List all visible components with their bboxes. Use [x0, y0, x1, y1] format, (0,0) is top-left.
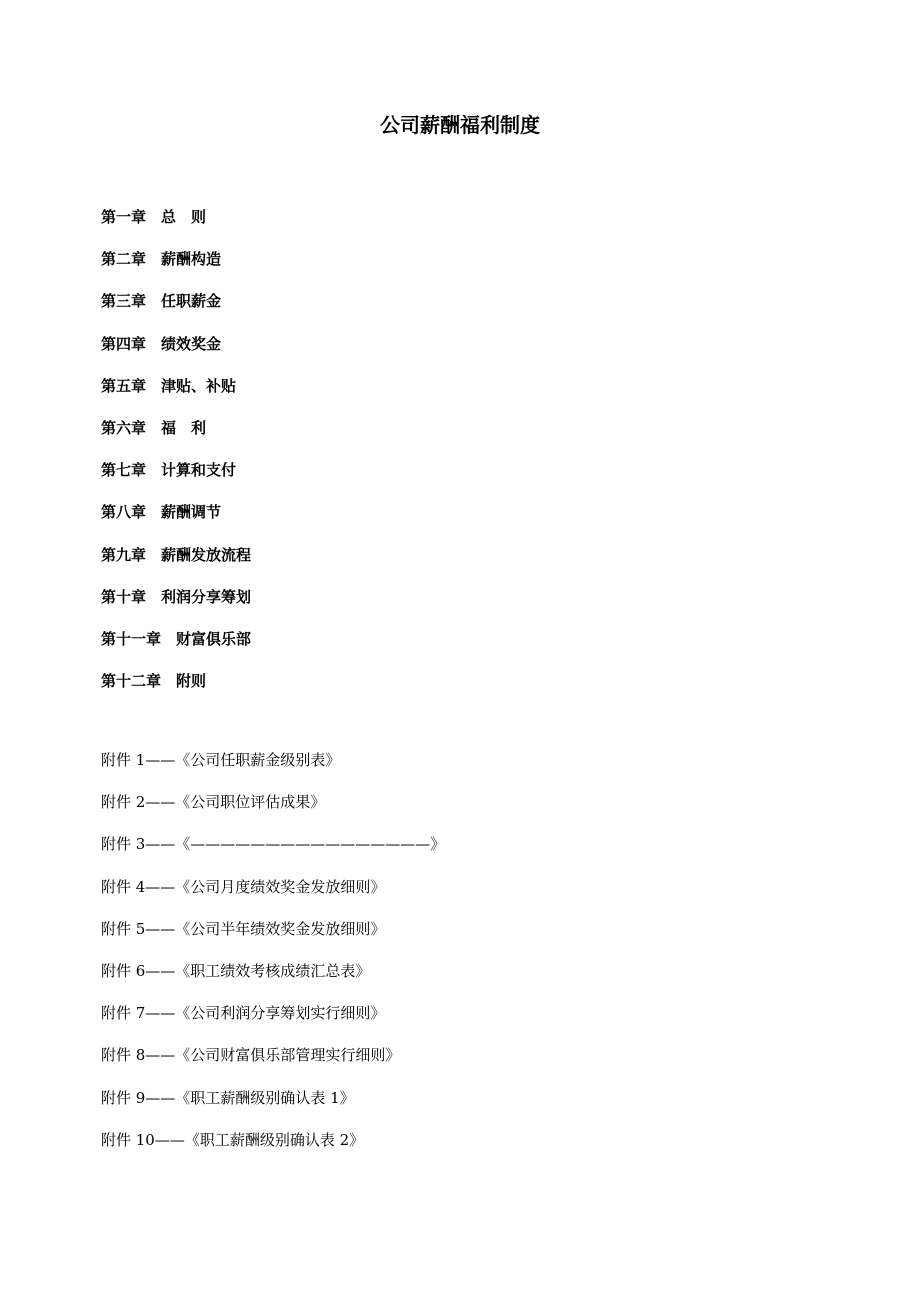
chapter-item: 第十一章 财富俱乐部 [101, 629, 252, 648]
attachment-item: 附件 6——《职工绩效考核成绩汇总表》 [101, 961, 371, 980]
chapter-item: 第二章 薪酬构造 [101, 250, 222, 269]
attachment-item: 附件 5——《公司半年绩效奖金发放细则》 [101, 919, 386, 938]
chapter-item: 第十章 利润分享筹划 [101, 587, 252, 606]
document-title: 公司薪酬福利制度 [380, 113, 540, 137]
chapter-item: 第三章 任职薪金 [101, 292, 222, 311]
chapter-list [101, 205, 251, 711]
attachment-item: 附件 8——《公司财富俱乐部管理实行细则》 [101, 1046, 401, 1065]
chapter-item: 第四章 绩效奖金 [101, 334, 222, 353]
attachment-item: 附件 1——《公司任职薪金级别表》 [101, 751, 341, 769]
attachment-item: 附件 9——《职工薪酬级别确认表 1》 [101, 1088, 355, 1107]
attachment-list [101, 748, 445, 1170]
attachment-item: 附件 7——《公司利润分享筹划实行细则》 [101, 1004, 386, 1023]
chapter-item: 第八章 薪酬调节 [101, 503, 222, 522]
chapter-item: 第九章 薪酬发放流程 [101, 545, 252, 564]
attachment-item: 附件 10——《职工薪酬级别确认表 2》 [101, 1130, 365, 1149]
chapter-item: 第七章 计算和支付 [101, 461, 237, 480]
attachment-item: 附件 4——《公司月度绩效奖金发放细则》 [101, 877, 386, 896]
attachment-item: 附件 2——《公司职位评估成果》 [101, 793, 326, 812]
chapter-item: 第十二章 附则 [101, 672, 207, 691]
chapter-item: 第五章 津贴、补贴 [101, 376, 237, 395]
chapter-item: 第一章 总 则 [101, 208, 207, 226]
chapter-item: 第六章 福 利 [101, 418, 207, 437]
attachment-item: 附件 3——《————————————————》 [101, 835, 446, 854]
